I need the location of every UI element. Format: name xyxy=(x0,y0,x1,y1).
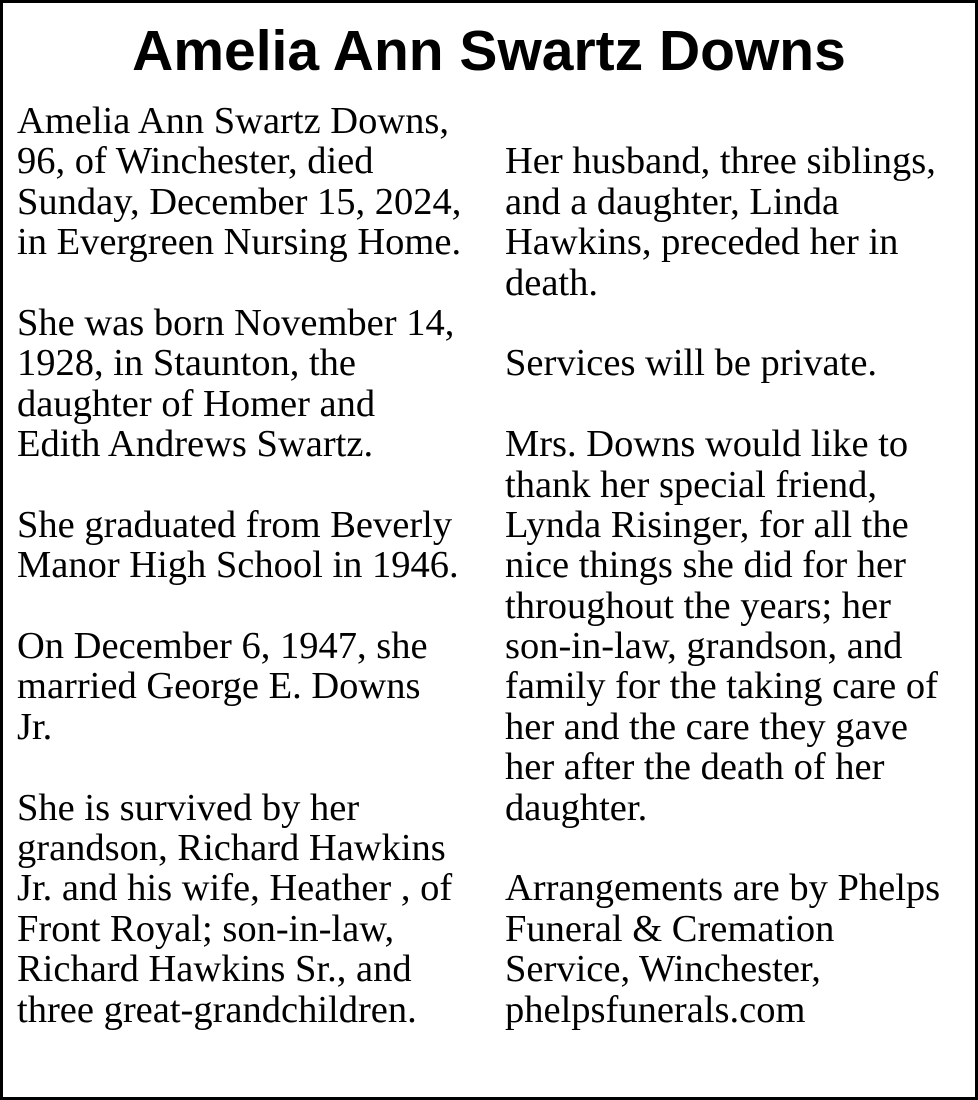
text-line: thank her special friend, xyxy=(505,463,878,506)
text-line: phelpsfunerals.com xyxy=(505,988,806,1031)
text-line: family for the taking care of xyxy=(505,665,938,708)
text-line: her after the death of her xyxy=(505,746,885,789)
text-line: Jr. xyxy=(17,705,53,748)
text-line: 1928, in Staunton, the xyxy=(17,342,356,385)
blank-line xyxy=(505,384,940,424)
blank-line xyxy=(505,828,940,868)
text-line: nice things she did for her xyxy=(505,544,906,587)
text-line: three great-grandchildren. xyxy=(17,988,417,1031)
text-line: Jr. and his wife, Heather , of xyxy=(17,867,453,910)
text-line: Funeral & Cremation xyxy=(505,907,835,950)
text-line: Richard Hawkins Sr., and xyxy=(17,948,412,991)
text-line: and a daughter, Linda xyxy=(505,180,840,223)
blank-line xyxy=(17,263,461,303)
text-line: Hawkins, preceded her in xyxy=(505,221,899,264)
text-line: Arrangements are by Phelps xyxy=(505,867,941,910)
blank-line xyxy=(17,586,461,626)
text-line: grandson, Richard Hawkins xyxy=(17,827,446,870)
text-line: Services will be private. xyxy=(505,342,878,385)
text-line: her and the care they gave xyxy=(505,705,908,748)
text-line: married George E. Downs xyxy=(17,665,421,708)
text-line: On December 6, 1947, she xyxy=(17,625,428,668)
text-line: daughter of Homer and xyxy=(17,382,376,425)
obituary-title: Amelia Ann Swartz Downs xyxy=(132,19,846,83)
text-line: Front Royal; son-in-law, xyxy=(17,907,395,950)
text-line: Manor High School in 1946. xyxy=(17,544,459,587)
text-line: Her husband, three siblings, xyxy=(505,140,936,183)
text-line: 96, of Winchester, died xyxy=(17,140,374,183)
blank-line xyxy=(505,303,940,343)
blank-line xyxy=(17,465,461,505)
text-line: Sunday, December 15, 2024, xyxy=(17,180,462,223)
blank-line xyxy=(505,101,940,141)
text-line: son-in-law, grandson, and xyxy=(505,625,903,668)
text-line: death. xyxy=(505,261,598,304)
text-line: daughter. xyxy=(505,786,648,829)
text-line: Mrs. Downs would like to xyxy=(505,423,909,466)
text-line: She was born November 14, xyxy=(17,301,455,344)
left-column xyxy=(17,101,461,1030)
text-line: Service, Winchester, xyxy=(505,948,821,991)
text-line: She is survived by her xyxy=(17,786,360,829)
text-line: Lynda Risinger, for all the xyxy=(505,503,909,546)
text-line: Amelia Ann Swartz Downs, xyxy=(17,100,449,142)
text-line: Edith Andrews Swartz. xyxy=(17,423,374,466)
right-column xyxy=(505,101,940,1030)
text-line: throughout the years; her xyxy=(505,584,891,627)
text-line: She graduated from Beverly xyxy=(17,503,453,546)
blank-line xyxy=(17,747,461,787)
text-line: in Evergreen Nursing Home. xyxy=(17,221,462,264)
